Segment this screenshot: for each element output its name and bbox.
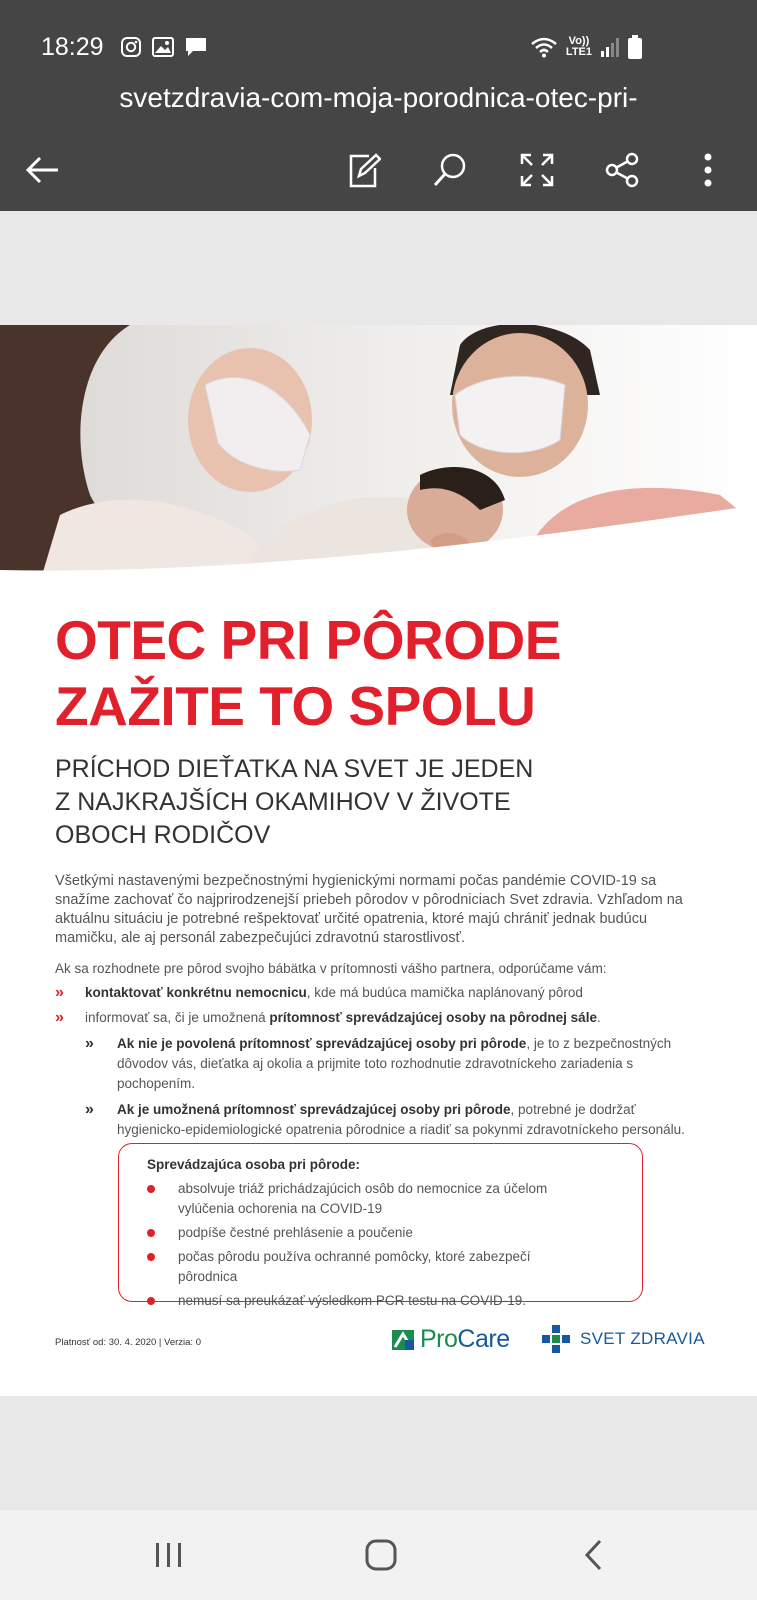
message-icon xyxy=(184,36,208,58)
fullscreen-button[interactable] xyxy=(515,148,559,192)
companion-requirements-box xyxy=(118,1143,643,1308)
edit-icon xyxy=(345,152,381,188)
validity-note: Platnosť od: 30. 4. 2020 | Verzia: 0 xyxy=(55,1337,201,1348)
intro-paragraph: Všetkými nastavenými bezpečnostnými hygienickými normami počas pandémie COVID-19 sa snažíme zachovať čo najprirodzenejší priebeh pôrodov v pôrodniciach Svet zdravia. Vzhľadom na aktuálnu situáciu je potrebné rešpektovať určité opatrenia, ktoré majú chrániť jednak budúcu mamičku, ale aj personál zabezpečujúci zdravotnú starostlivosť. xyxy=(55,873,683,946)
recommendation-lead: Ak sa rozhodnete pre pôrod svojho bábätka v prítomnosti vášho partnera, odporúčame vám: xyxy=(55,961,607,976)
instagram-icon xyxy=(120,36,142,58)
status-indicators xyxy=(530,30,642,64)
back-button[interactable] xyxy=(20,148,64,192)
home-icon xyxy=(365,1539,397,1571)
back-nav-button[interactable] xyxy=(568,1532,618,1578)
double-chevron-icon: » xyxy=(85,1101,94,1118)
gallery-icon xyxy=(152,37,174,57)
recommendation-item: » kontaktovať konkrétnu nemocnicu, kde má budúca mamička naplánovaný pôrod xyxy=(55,984,583,1001)
recommendation-item: » informovať sa, či je umožnená prítomnosť sprevádzajúcej osoby na pôrodnej sále. xyxy=(55,1009,601,1026)
bullet-dot-icon xyxy=(147,1185,155,1193)
app-bar xyxy=(0,0,757,211)
subheadline-line-1: PRÍCHOD DIEŤATKA NA SVET JE JEDEN xyxy=(55,755,534,783)
toolbar xyxy=(0,140,757,200)
more-vert-icon xyxy=(703,153,713,187)
search-icon xyxy=(432,152,468,188)
document-content xyxy=(55,607,705,1140)
bullet-dot-icon xyxy=(147,1229,155,1237)
status-bar xyxy=(41,30,208,64)
double-chevron-icon: » xyxy=(55,984,64,1001)
double-chevron-icon: » xyxy=(85,1035,94,1052)
recent-apps-button[interactable] xyxy=(144,1532,194,1578)
box-title: Sprevádzajúca osoba pri pôrode: xyxy=(147,1157,361,1172)
parents-with-newborn-photo xyxy=(0,325,757,582)
wifi-icon xyxy=(530,36,558,58)
subheadline-line-3: OBOCH RODIČOV xyxy=(55,821,271,849)
list-item: nemusí sa preukázať výsledkom PCR testu na COVID-19. xyxy=(147,1291,587,1311)
list-item: počas pôrodu používa ochranné pomôcky, ktoré zabezpečí pôrodnica xyxy=(147,1247,587,1287)
status-time: 18:29 xyxy=(41,32,104,61)
headline-line-1: OTEC PRI PÔRODE xyxy=(55,609,561,671)
subheadline-line-2: Z NAJKRAJŠÍCH OKAMIHOV V ŽIVOTE xyxy=(55,788,511,816)
more-options-button[interactable] xyxy=(686,148,730,192)
sub-recommendation-item: » Ak je umožnená prítomnosť sprevádzajúcej osoby pri pôrode, potrebné je dodržať hygienicko-epidemiologické opatrenia pôrodnice a riadiť sa pokynmi zdravotníckeho personálu. xyxy=(85,1101,685,1137)
share-button[interactable] xyxy=(600,148,644,192)
pdf-page xyxy=(0,325,757,1396)
back-arrow-icon xyxy=(24,156,60,184)
bullet-dot-icon xyxy=(147,1253,155,1261)
share-icon xyxy=(605,152,639,188)
back-icon xyxy=(583,1539,603,1571)
recent-apps-icon xyxy=(154,1541,184,1569)
document-title: svetzdravia-com-moja-porodnica-otec-pri- xyxy=(119,82,638,113)
fullscreen-icon xyxy=(520,153,554,187)
signal-icon xyxy=(600,36,620,58)
sub-recommendation-item: » Ak nie je povolená prítomnosť sprevádzajúcej osoby pri pôrode, je to z bezpečnostných dôvodov vás, dieťatka aj okolia a prijmite toto rozhodnutie zdravotníckeho zariadenia s pochopením. xyxy=(85,1035,672,1091)
system-navigation-bar xyxy=(0,1510,757,1600)
home-button[interactable] xyxy=(356,1532,406,1578)
edit-button[interactable] xyxy=(341,148,385,192)
svet-zdravia-cross-icon xyxy=(542,1325,570,1353)
procare-logo: ProCare xyxy=(392,1325,510,1354)
svet-zdravia-logo: SVET ZDRAVIA xyxy=(542,1325,705,1353)
volte-indicator: Vo)) LTE1 xyxy=(565,35,592,58)
double-chevron-icon: » xyxy=(55,1009,64,1026)
search-button[interactable] xyxy=(428,148,472,192)
requirements-list xyxy=(147,1179,642,1311)
list-item: podpíše čestné prehlásenie a poučenie xyxy=(147,1223,587,1243)
headline-line-2: ZAŽITE TO SPOLU xyxy=(55,675,536,737)
procare-logo-icon xyxy=(392,1328,416,1352)
battery-icon xyxy=(628,35,642,59)
bullet-dot-icon xyxy=(147,1297,155,1305)
list-item: absolvuje triáž prichádzajúcich osôb do nemocnice za účelom vylúčenia ochorenia na COVID-19 xyxy=(147,1179,587,1219)
